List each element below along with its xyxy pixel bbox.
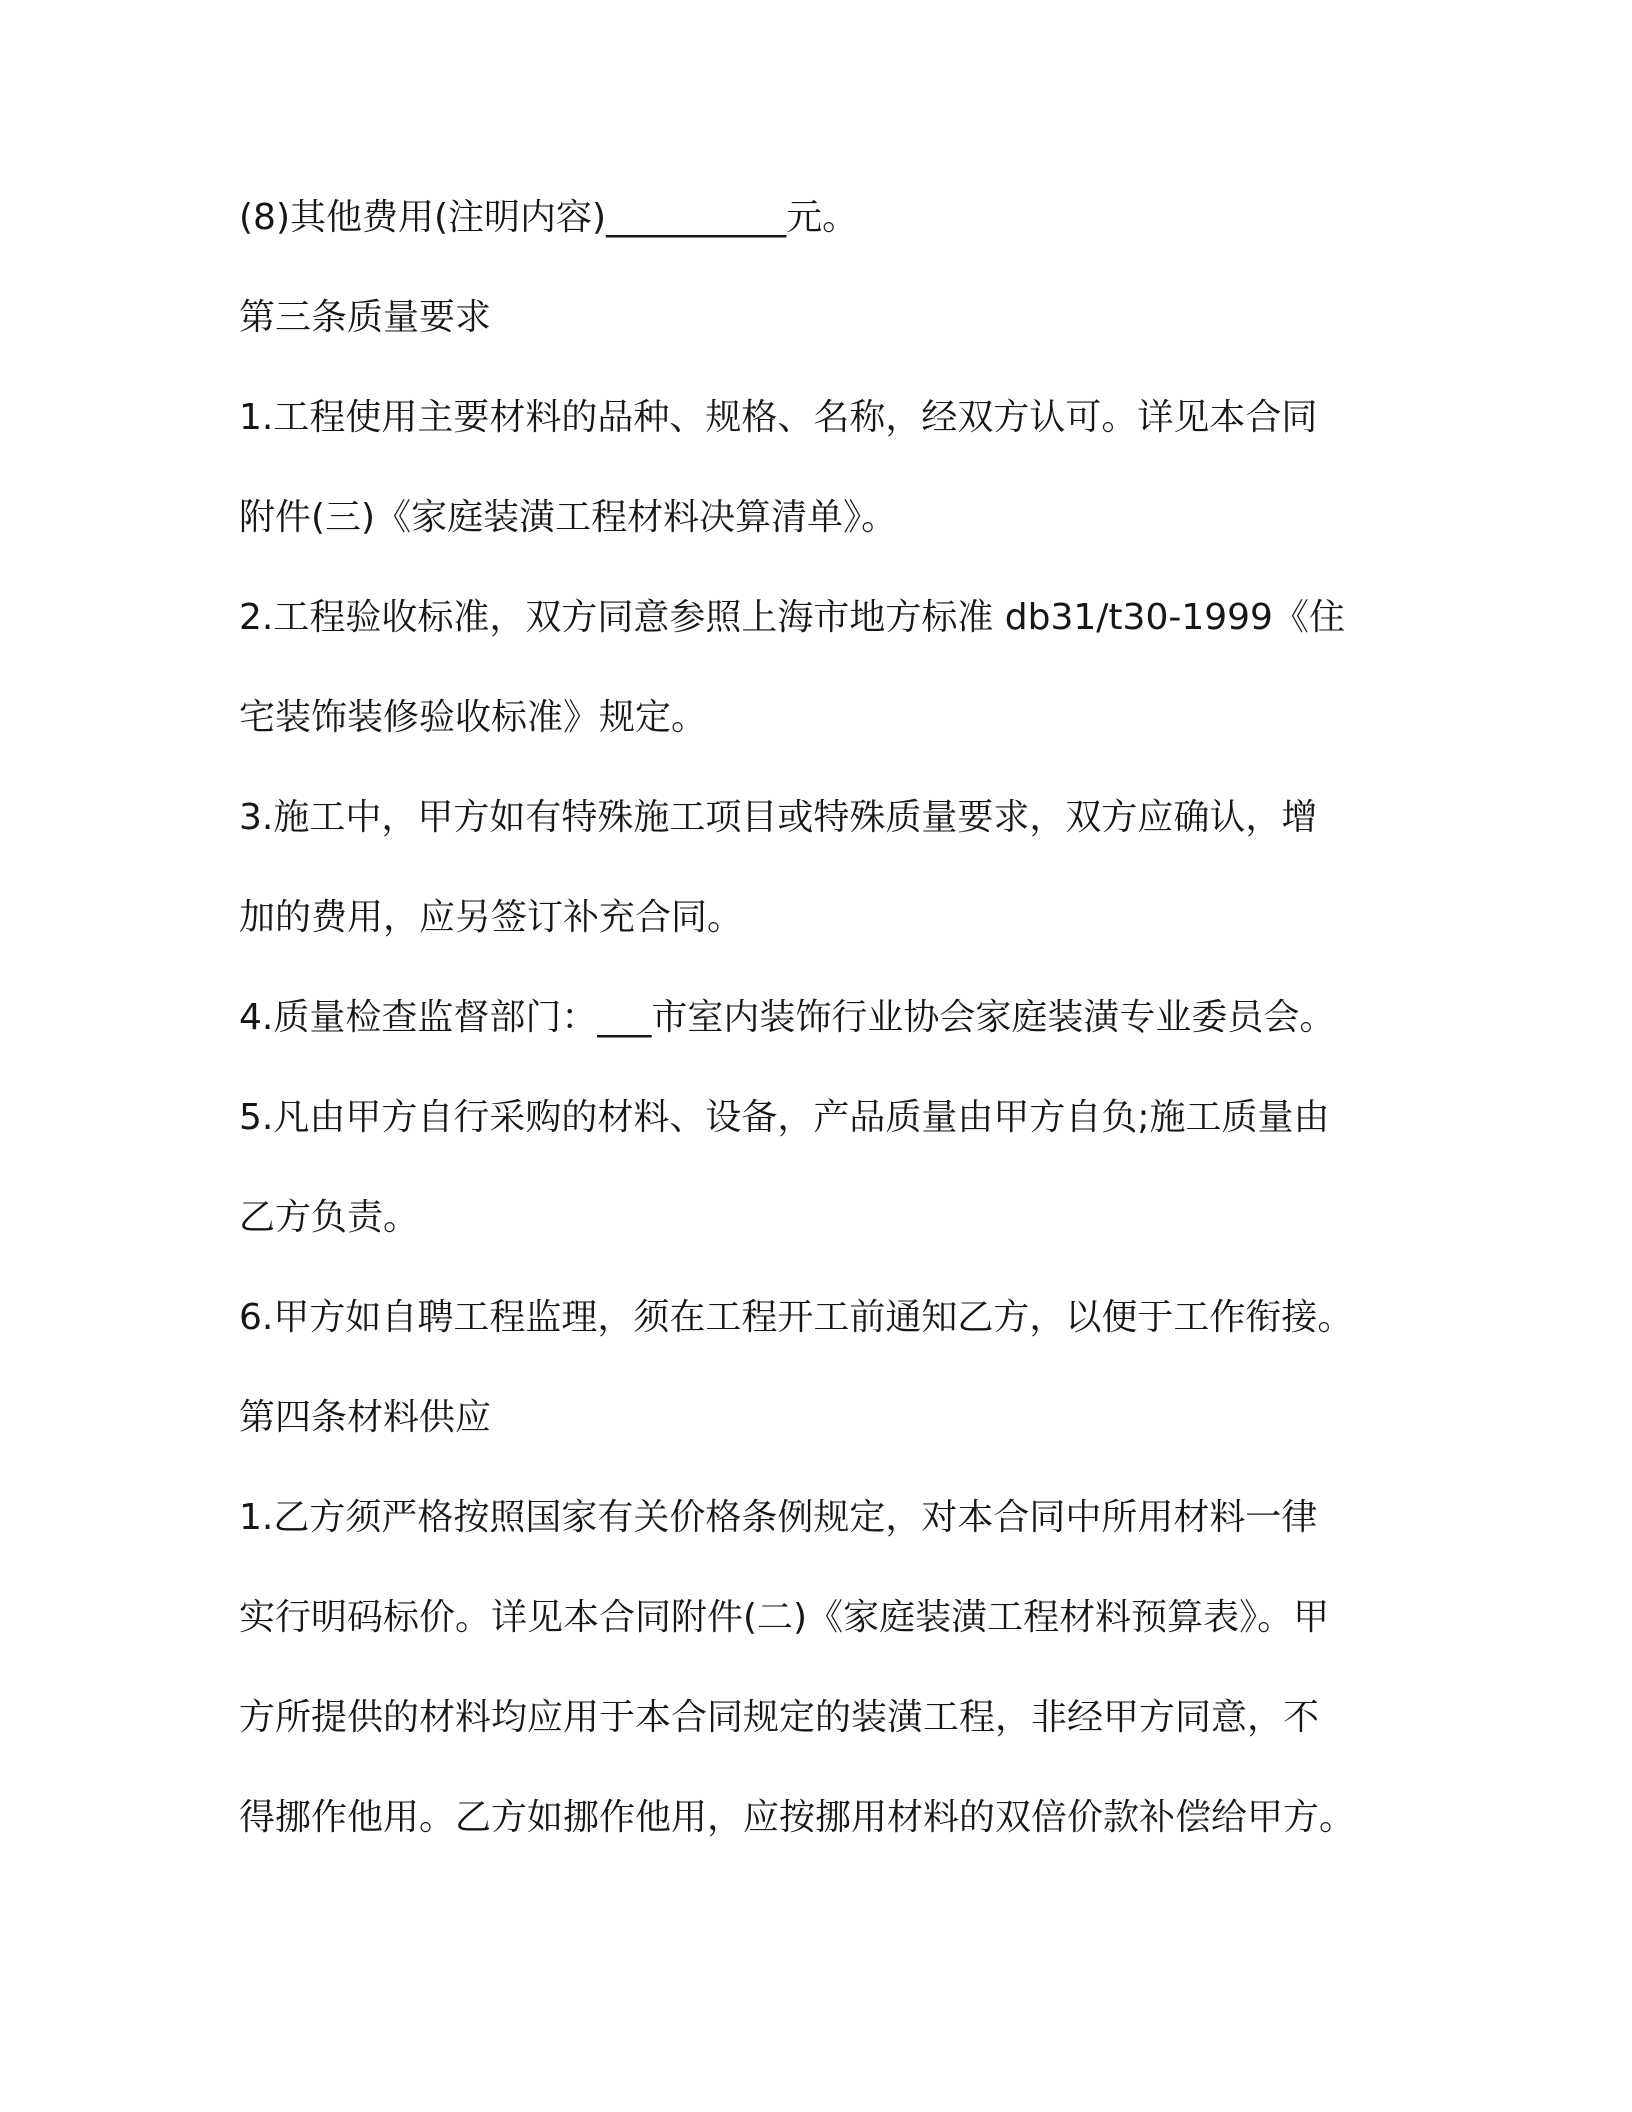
- text-line-materials-1c: 方所提供的材料均应用于本合同规定的装潢工程，非经甲方同意，不: [239, 1697, 1320, 1738]
- heading-article-4-materials: 第四条材料供应: [239, 1397, 492, 1438]
- text-line-quality-1a: 1.工程使用主要材料的品种、规格、名称，经双方认可。详见本合同: [239, 397, 1318, 438]
- text-line-other-fees: (8)其他费用(注明内容)__________元。: [239, 197, 859, 238]
- text-line-quality-2a: 2.工程验收标准，双方同意参照上海市地方标准 db31/t30-1999《住: [239, 597, 1345, 638]
- text-line-materials-1a: 1.乙方须严格按照国家有关价格条例规定，对本合同中所用材料一律: [239, 1497, 1318, 1538]
- text-line-quality-1b: 附件(三)《家庭装潢工程材料决算清单》。: [239, 497, 898, 538]
- text-line-quality-5a: 5.凡由甲方自行采购的材料、设备，产品质量由甲方自负;施工质量由: [239, 1097, 1330, 1138]
- text-line-quality-2b: 宅装饰装修验收标准》规定。: [239, 697, 708, 738]
- text-line-materials-1b: 实行明码标价。详见本合同附件(二)《家庭装潢工程材料预算表》。甲: [239, 1597, 1330, 1638]
- text-line-quality-4: 4.质量检查监督部门：___市室内装饰行业协会家庭装潢专业委员会。: [239, 997, 1336, 1038]
- text-line-materials-1d: 得挪作他用。乙方如挪作他用，应按挪用材料的双倍价款补偿给甲方。: [239, 1797, 1356, 1838]
- text-line-quality-5b: 乙方负责。: [239, 1197, 420, 1238]
- text-line-quality-6: 6.甲方如自聘工程监理，须在工程开工前通知乙方，以便于工作衔接。: [239, 1297, 1354, 1338]
- text-line-quality-3b: 加的费用，应另签订补充合同。: [239, 897, 744, 938]
- heading-article-3-quality: 第三条质量要求: [239, 297, 492, 338]
- text-line-quality-3a: 3.施工中，甲方如有特殊施工项目或特殊质量要求，双方应确认，增: [239, 797, 1318, 838]
